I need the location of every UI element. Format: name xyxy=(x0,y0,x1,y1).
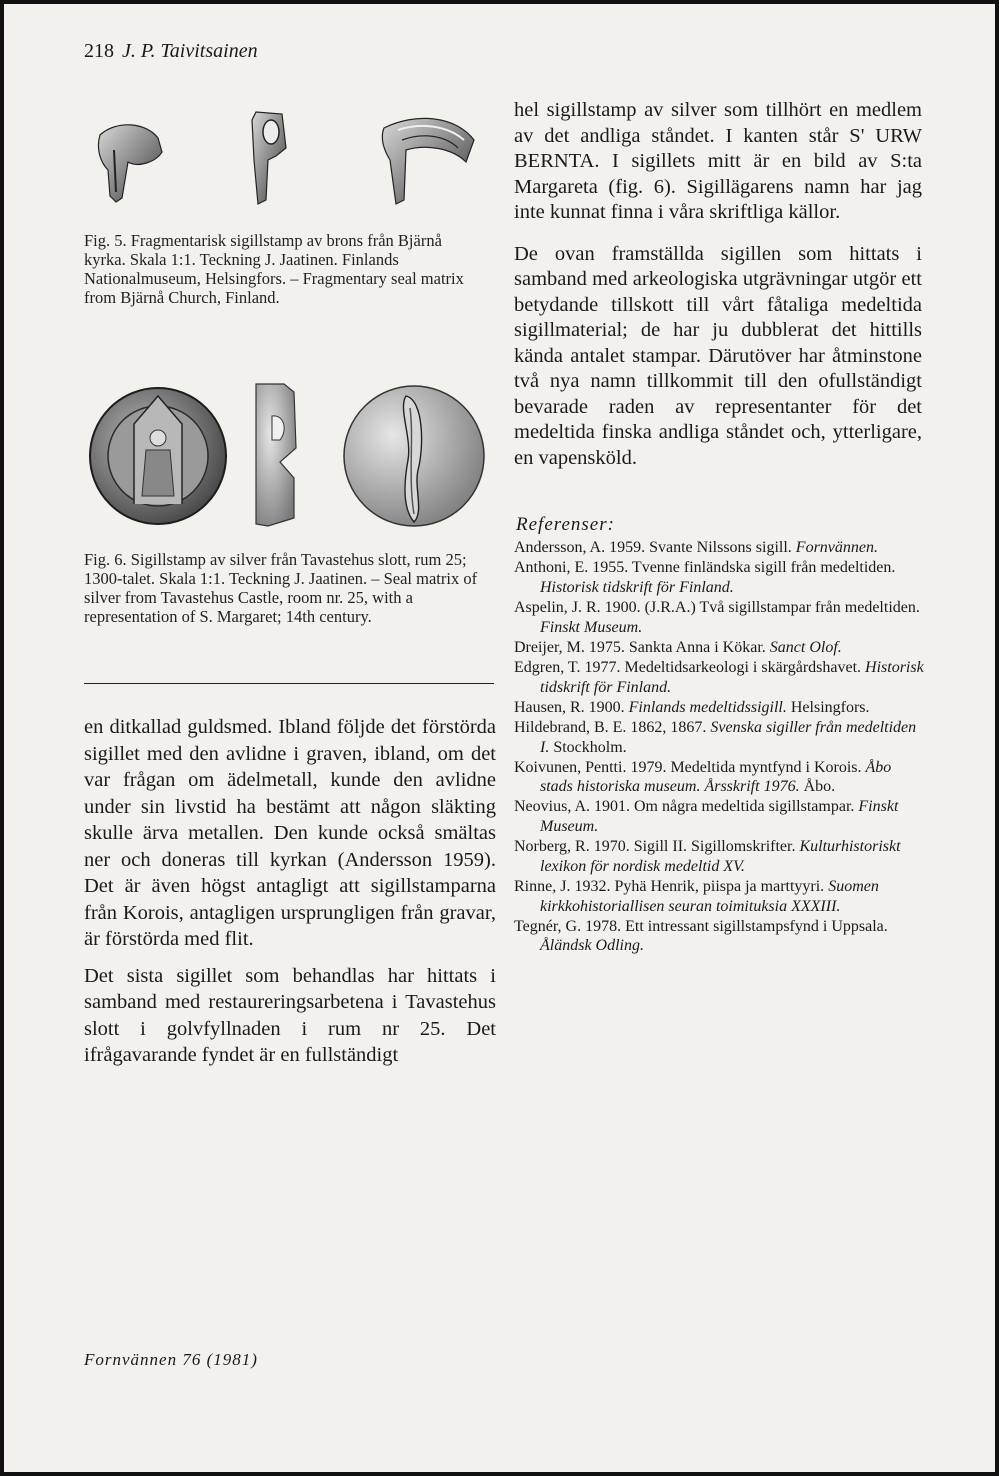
reference-item: Hausen, R. 1900. Finlands medeltidssigill. Helsingfors. xyxy=(514,698,870,716)
reference-item: Edgren, T. 1977. Medeltidsarkeologi i skärgårdshavet. Historisk tidskrift för Finland. xyxy=(514,658,924,696)
paragraph: en ditkallad guldsmed. Ibland följde det förstörda sigillet med den avlidne i graven, ibland, om det var frågan om ädelmetall, kunde den avlidne under sin livstid ha bestämt att någon släkting skulle ärva metallen. Den kunde också smältas ner och doneras till kyrkan (Andersson 1959). Det är även högst antagligt att sigillstamparna från Korois, antagligen ursprungligen från gravar, är förstörda med flit. xyxy=(84,716,496,950)
references-heading: Referenser: xyxy=(516,514,615,535)
column-divider-rule xyxy=(84,683,494,684)
figure-6-caption: Fig. 6. Sigillstamp av silver från Tavastehus slott, rum 25; 1300-talet. Skala 1:1. Teckning J. Jaatinen. – Seal matrix of silver from Tavastehus Castle, room nr. 25, with a representation of S. Margaret; 14th century. xyxy=(84,550,478,626)
reference-item: Tegnér, G. 1978. Ett intressant sigillstampsfynd i Uppsala. Åländsk Odling. xyxy=(514,917,888,955)
reference-item: Aspelin, J. R. 1900. (J.R.A.) Två sigillstampar från medeltiden. Finskt Museum. xyxy=(514,598,920,636)
right-column-text xyxy=(514,98,922,487)
reference-item: Koivunen, Pentti. 1979. Medeltida myntfynd i Korois. Åbo stads historiska museum. Årsskrift 1976. Åbo. xyxy=(514,758,892,796)
figure-5-illustration xyxy=(86,100,506,225)
reference-item: Neovius, A. 1901. Om några medeltida sigillstampar. Finskt Museum. xyxy=(514,798,899,836)
seal-profile xyxy=(256,384,296,526)
fragment-view-3 xyxy=(382,118,474,204)
reference-item: Hildebrand, B. E. 1862, 1867. Svenska sigiller från medeltiden I. Stockholm. xyxy=(514,718,917,756)
paragraph: De ovan framställda sigillen som hittats i samband med arkeologiska utgrävningar utgör ett betydande tillskott till vårt fåtaliga medeltida sigillmaterial; de har ju dubblerat det hittills kända antalet stampar. Därutöver har åtminstone två nya namn tillkommit till den ofullständigt bevarade raden av representanter för det medeltida finska andliga ståndet och, ytterligare, en vapensköld. xyxy=(514,242,922,469)
figure-5-caption: Fig. 5. Fragmentarisk sigillstamp av brons från Bjärnå kyrka. Skala 1:1. Teckning J. Jaatinen. Finlands Nationalmuseum, Helsingfors. – Fragmentary seal matrix from Bjärnå Church, Finland. xyxy=(84,231,464,307)
paragraph: hel sigillstamp av silver som tillhört en medlem av det andliga ståndet. I kanten står S' URW BERNTA. I sigillets mitt är en bild av S:ta Margareta (fig. 6). Sigillägarens namn har jag inte kunnat finna i våra skriftliga källor. xyxy=(514,99,922,223)
references-list xyxy=(514,538,926,957)
reference-item: Anthoni, E. 1955. Tvenne finländska sigill från medeltiden. Historisk tidskrift för Finland. xyxy=(514,559,896,596)
left-column-text xyxy=(84,714,496,1079)
author-name: J. P. Taivitsainen xyxy=(122,40,258,62)
paragraph: Det sista sigillet som behandlas har hittats i samband med restaureringsarbetena i Tavastehus slott i golvfyllnaden i rum nr 25. Det ifrågavarande fyndet är en fullständigt xyxy=(84,964,496,1066)
fragment-view-2 xyxy=(252,112,286,204)
fragment-view-1 xyxy=(98,125,162,202)
reference-item: Rinne, J. 1932. Pyhä Henrik, piispa ja marttyyri. Suomen kirkkohistoriallisen seuran toimituksia XXXIII. xyxy=(514,878,879,915)
reference-item: Norberg, R. 1970. Sigill II. Sigillomskrifter. Kulturhistoriskt lexikon för nordisk medeltid XV. xyxy=(514,838,901,875)
page-number: 218 xyxy=(84,40,114,62)
seal-back xyxy=(344,386,484,526)
reference-item: Andersson, A. 1959. Svante Nilssons sigill. Fornvännen. xyxy=(514,539,878,556)
running-header xyxy=(84,40,258,63)
reference-item: Dreijer, M. 1975. Sankta Anna i Kökar. Sanct Olof. xyxy=(514,638,842,656)
seal-face xyxy=(90,388,226,524)
journal-footer: Fornvännen 76 (1981) xyxy=(84,1350,258,1369)
figure-6-illustration xyxy=(84,378,504,528)
